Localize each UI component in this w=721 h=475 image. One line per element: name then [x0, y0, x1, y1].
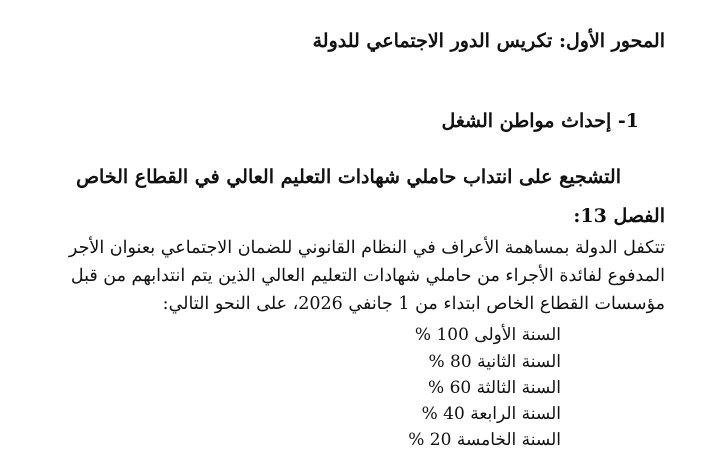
article-title: الفصل 13:: [573, 205, 665, 227]
rate-year-1: السنة الأولى 100 %: [414, 325, 561, 345]
axis-title: المحور الأول: تكريس الدور الاجتماعي للدولة: [312, 30, 665, 52]
rate-year-2: السنة الثانية 80 %: [428, 352, 561, 372]
subheading: التشجيع على انتداب حاملي شهادات التعليم العالي في القطاع الخاص: [76, 166, 621, 188]
rate-year-3: السنة الثالثة 60 %: [428, 378, 561, 398]
section-heading: 1- إحداث مواطن الشغل: [441, 110, 639, 132]
paragraph-line: المدفوع لفائدة الأجراء من حاملي شهادات التعليم العالي الذين يتم انتدابهم من قبل: [70, 266, 665, 286]
rate-year-4: السنة الرابعة 40 %: [421, 404, 561, 424]
paragraph-line: تتكفل الدولة بمساهمة الأعراف في النظام القانوني للضمان الاجتماعي بعنوان الأجر: [68, 238, 665, 258]
paragraph-line: مؤسسات القطاع الخاص ابتداء من 1 جانفي 2026، على النحو التالي:: [162, 294, 665, 314]
rate-year-5: السنة الخامسة 20 %: [408, 430, 561, 450]
